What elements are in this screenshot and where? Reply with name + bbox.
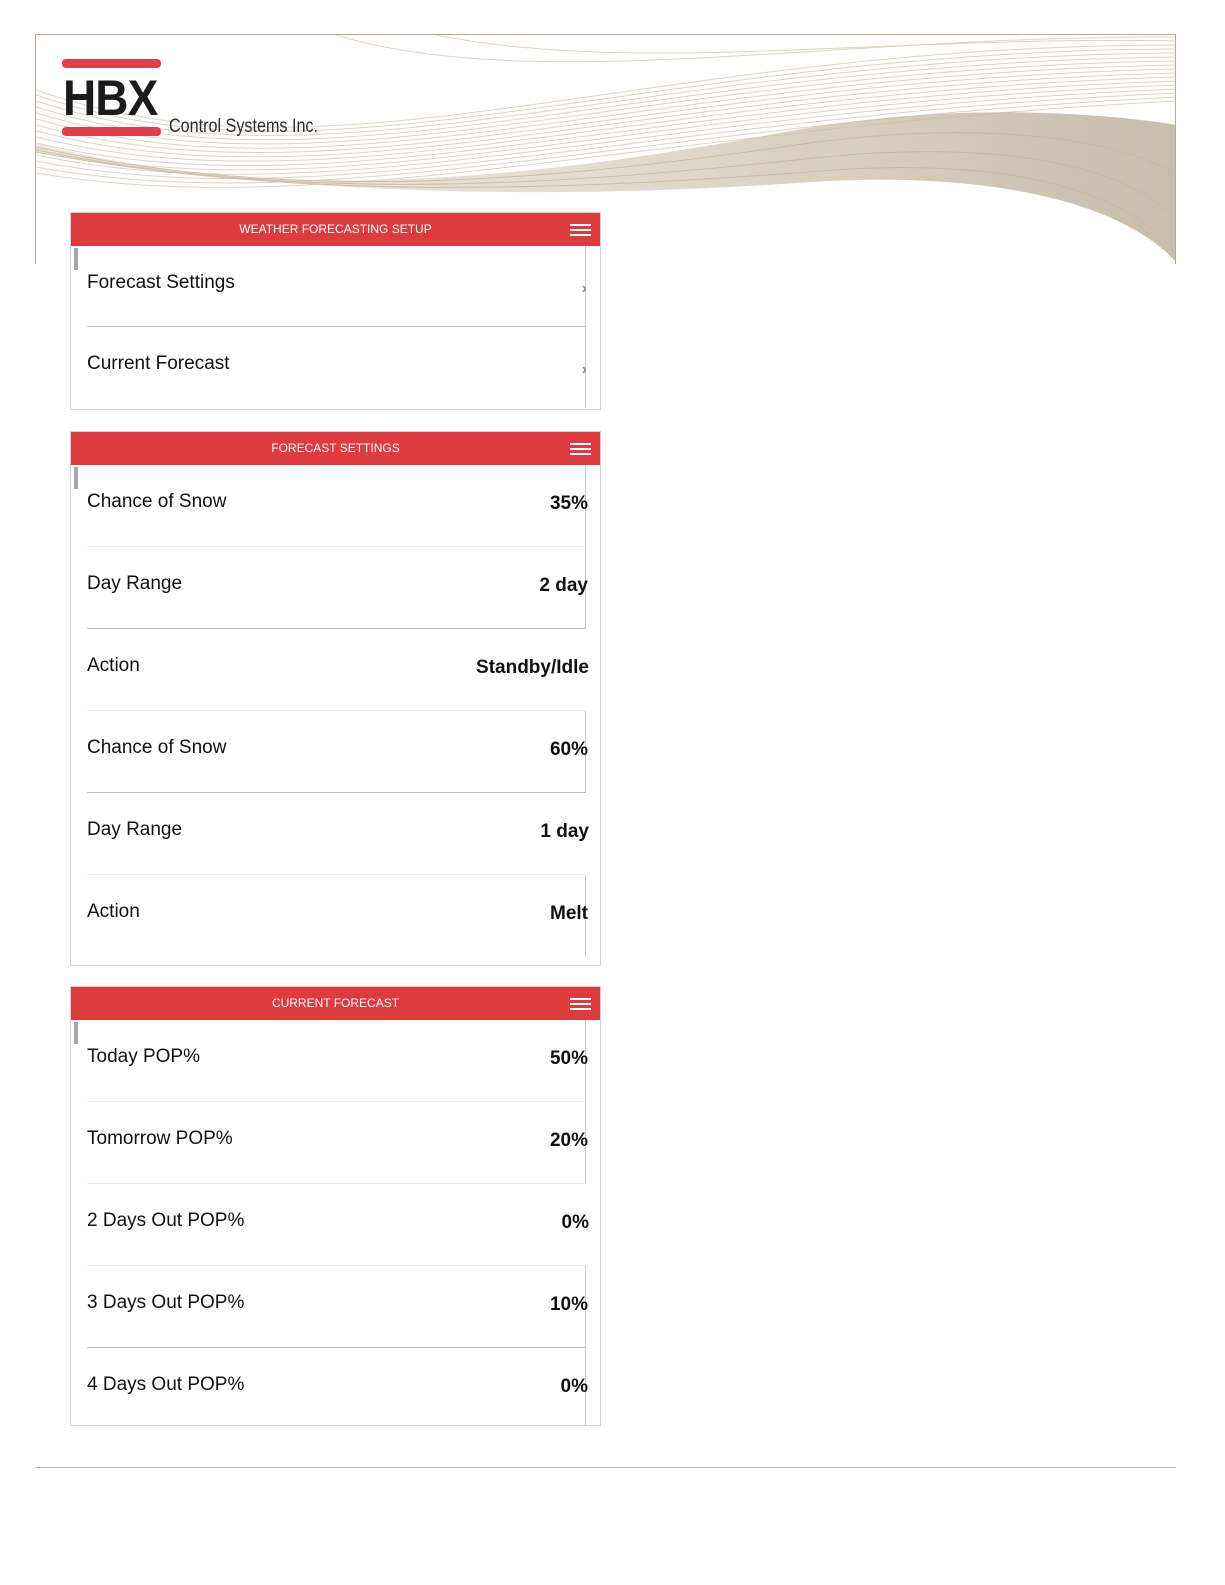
panel-title: FORECAST SETTINGS bbox=[271, 441, 400, 455]
footer-divider bbox=[35, 1467, 1176, 1468]
setting-label: Day Range bbox=[87, 573, 183, 594]
forecast-value: 10% bbox=[549, 1294, 588, 1315]
forecast-label: 2 Days Out POP% bbox=[87, 1210, 245, 1231]
panel-header bbox=[71, 213, 600, 246]
setting-row-chance-of-snow[interactable] bbox=[87, 711, 586, 793]
logo-tagline: Control Systems Inc. bbox=[169, 116, 318, 137]
forecast-row-3-days-out bbox=[87, 1266, 586, 1348]
logo-bar-top bbox=[62, 59, 161, 68]
hamburger-menu-icon[interactable] bbox=[570, 224, 591, 236]
setting-value: 35% bbox=[549, 493, 588, 514]
setting-row-chance-of-snow[interactable] bbox=[87, 465, 586, 547]
setting-label: Day Range bbox=[87, 819, 183, 840]
scrollbar-thumb[interactable] bbox=[74, 248, 78, 270]
menu-item-label: Current Forecast bbox=[87, 353, 230, 374]
forecast-value: 50% bbox=[549, 1048, 588, 1069]
forecast-row-4-days-out bbox=[87, 1348, 586, 1426]
logo-bar-bottom bbox=[62, 127, 161, 136]
setting-value: Standby/Idle bbox=[476, 657, 589, 678]
menu-item-current-forecast[interactable] bbox=[87, 327, 586, 408]
menu-item-forecast-settings[interactable] bbox=[87, 246, 586, 327]
scrollbar-thumb[interactable] bbox=[74, 1022, 78, 1044]
weather-forecasting-setup-panel bbox=[70, 212, 601, 410]
setting-label: Action bbox=[87, 901, 140, 922]
setting-label: Chance of Snow bbox=[87, 491, 227, 512]
scrollbar-thumb[interactable] bbox=[74, 467, 78, 489]
setting-label: Action bbox=[87, 655, 140, 676]
panel-body bbox=[71, 465, 600, 957]
panel-header bbox=[71, 987, 600, 1020]
chevron-right-icon: › bbox=[581, 361, 587, 378]
setting-row-day-range[interactable] bbox=[87, 793, 589, 875]
forecast-value: 0% bbox=[561, 1212, 589, 1233]
setting-value: 1 day bbox=[540, 821, 589, 842]
chevron-right-icon: › bbox=[581, 280, 587, 297]
panel-title: WEATHER FORECASTING SETUP bbox=[239, 222, 432, 236]
forecast-row-tomorrow bbox=[87, 1102, 586, 1184]
panel-header bbox=[71, 432, 600, 465]
forecast-row-today bbox=[87, 1020, 586, 1102]
panel-title: CURRENT FORECAST bbox=[271, 996, 400, 1010]
logo-wordmark: HBX bbox=[63, 70, 158, 126]
setting-row-action[interactable] bbox=[87, 629, 589, 711]
setting-row-action[interactable] bbox=[87, 875, 586, 957]
forecast-label: Tomorrow POP% bbox=[87, 1128, 233, 1149]
forecast-label: Today POP% bbox=[87, 1046, 200, 1067]
company-logo bbox=[59, 57, 359, 147]
forecast-row-2-days-out bbox=[87, 1184, 589, 1266]
setting-value: Melt bbox=[550, 903, 588, 924]
setting-value: 60% bbox=[549, 739, 588, 760]
current-forecast-panel bbox=[70, 986, 601, 1426]
hamburger-menu-icon[interactable] bbox=[570, 998, 591, 1010]
forecast-label: 4 Days Out POP% bbox=[87, 1374, 245, 1395]
forecast-value: 0% bbox=[560, 1376, 588, 1397]
forecast-value: 20% bbox=[549, 1130, 588, 1151]
forecast-label: 3 Days Out POP% bbox=[87, 1292, 245, 1313]
setting-row-day-range[interactable] bbox=[87, 547, 586, 629]
setting-value: 2 day bbox=[539, 575, 588, 596]
setting-label: Chance of Snow bbox=[87, 737, 227, 758]
panel-body bbox=[71, 1020, 600, 1426]
menu-item-label: Forecast Settings bbox=[87, 272, 235, 293]
hamburger-menu-icon[interactable] bbox=[570, 443, 591, 455]
panel-body bbox=[71, 246, 600, 408]
forecast-settings-panel bbox=[70, 431, 601, 966]
